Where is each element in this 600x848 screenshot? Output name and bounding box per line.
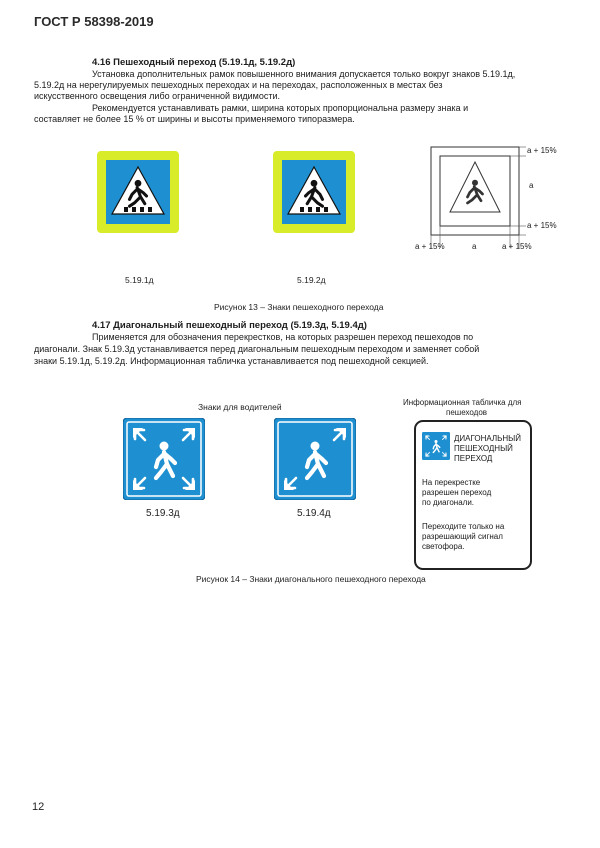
- section-416-line-3: искусственного освещения либо ограниченной видимости.: [34, 91, 281, 101]
- info-plate-text1-line-2: разрешен переход: [422, 488, 492, 497]
- section-417-line-2: диагонали. Знак 5.19.3д устанавливается перед диагональным пешеходным переходом и заменяет собой: [34, 344, 480, 354]
- figure-14-caption: Рисунок 14 – Знаки диагонального пешеходного перехода: [196, 574, 426, 584]
- sign-5-19-4d: [274, 418, 356, 500]
- info-plate-title-line2: пешеходов: [446, 408, 488, 417]
- info-plate-text1-line-3: по диагонали.: [422, 498, 475, 507]
- sign-5-19-2d-label: 5.19.2д: [297, 275, 326, 285]
- dim-bottom: a + 15%: [527, 221, 557, 230]
- info-plate: [414, 420, 532, 570]
- section-417-heading: 4.17 Диагональный пешеходный переход (5.19.3д, 5.19.4д): [92, 320, 367, 331]
- figure-13-caption: Рисунок 13 – Знаки пешеходного перехода: [214, 302, 384, 312]
- info-plate-title-line1: Информационная табличка для: [403, 398, 522, 407]
- document-header: ГОСТ Р 58398-2019: [34, 14, 154, 29]
- info-plate-text2-line-3: светофора.: [422, 542, 465, 551]
- sign-5-19-3d: [123, 418, 205, 500]
- dim-right: a + 15%: [502, 242, 532, 251]
- section-416-heading: 4.16 Пешеходный переход (5.19.1д, 5.19.2д): [92, 57, 296, 68]
- info-plate-text1-line-1: На перекрестке: [422, 478, 481, 487]
- info-plate-text2-line-2: разрешающий сигнал: [422, 532, 503, 541]
- sign-5-19-2d: [273, 151, 355, 233]
- section-417-line-3: знаки 5.19.1д, 5.19.2д. Информационная табличка устанавливается под пешеходной секцией.: [34, 356, 429, 366]
- section-416-line-4: Рекомендуется устанавливать рамки, ширина которых пропорциональна размеру знака и: [92, 103, 469, 113]
- dim-top: a + 15%: [527, 146, 557, 155]
- sign-5-19-4d-label: 5.19.4д: [297, 508, 331, 519]
- drivers-signs-title: Знаки для водителей: [198, 402, 282, 412]
- info-plate-sign-line-1: ДИАГОНАЛЬНЫЙ: [454, 434, 522, 443]
- section-417-line-1: Применяется для обозначения перекрестков, на которых разрешен переход пешеходов по: [92, 332, 474, 342]
- section-416-line-5: составляет не более 15 % от ширины и высоты применяемого типоразмера.: [34, 114, 355, 124]
- sign-5-19-1d: [97, 151, 179, 233]
- info-plate-sign-line-2: ПЕШЕХОДНЫЙ: [454, 444, 513, 453]
- dim-center: a: [472, 242, 477, 251]
- section-416-line-1: Установка дополнительных рамок повышенного внимания допускается только вокруг знаков 5.19.1д,: [92, 69, 516, 79]
- page-number: 12: [32, 801, 45, 813]
- sign-5-19-3d-label: 5.19.3д: [146, 508, 180, 519]
- sign-5-19-1d-label: 5.19.1д: [125, 275, 154, 285]
- info-plate-sign-line-3: ПЕРЕХОД: [454, 454, 493, 463]
- info-plate-text2-line-1: Переходите только на: [422, 522, 505, 531]
- info-plate-sign-icon: [422, 432, 450, 460]
- dim-left: a + 15%: [415, 242, 445, 251]
- frame-dimension-drawing: [420, 140, 530, 255]
- section-416-line-2: 5.19.2д на нерегулируемых пешеходных переходах и на переходах, расположенных в местах без: [34, 80, 443, 90]
- dim-mid: a: [529, 181, 534, 190]
